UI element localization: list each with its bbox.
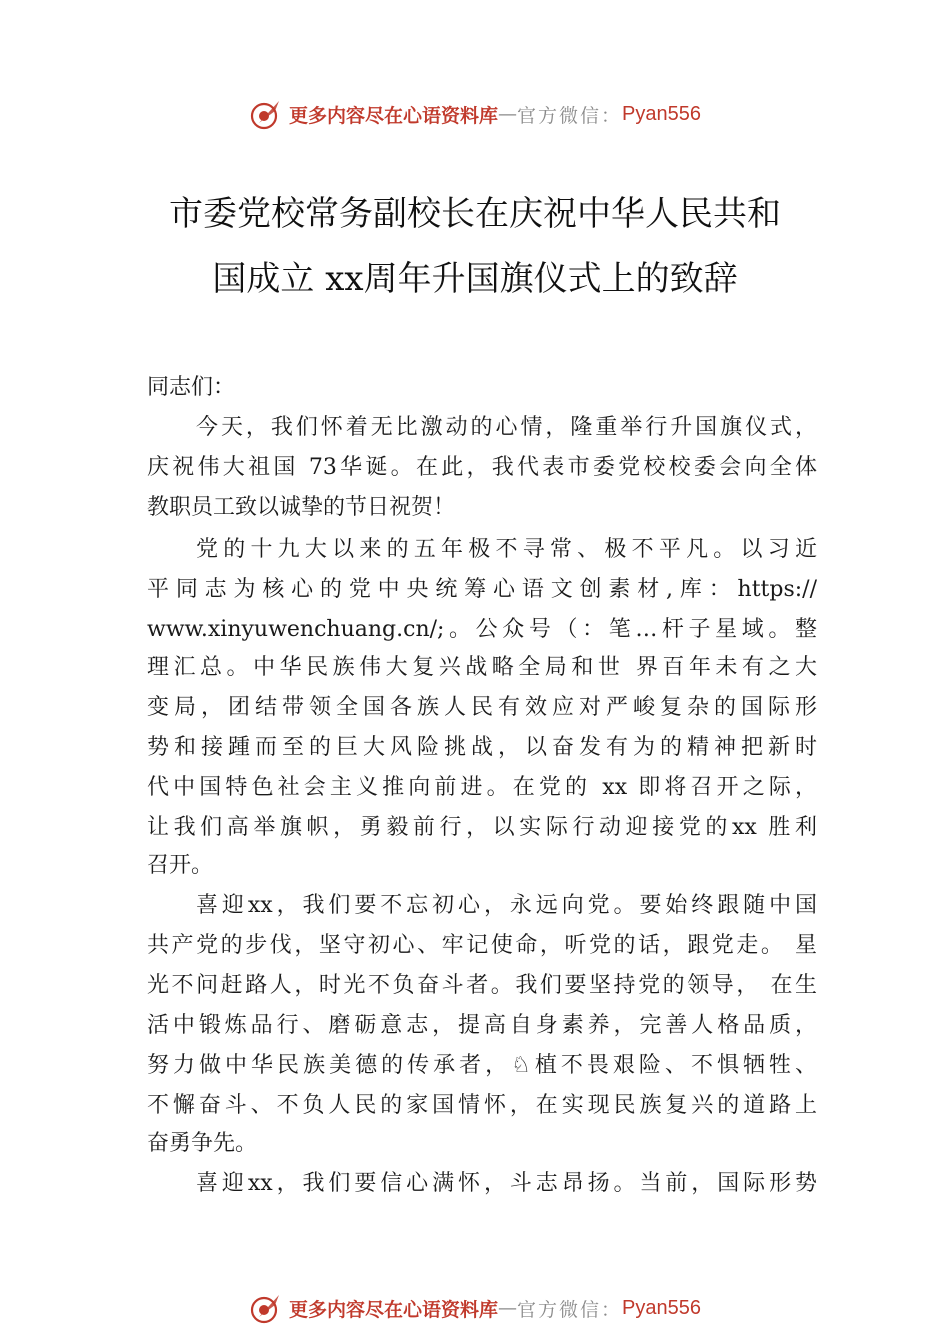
header-banner [0, 94, 950, 134]
body-line: 不懈奋斗、不负人民的家国情怀，在实现民族复兴的道路上 [147, 1093, 817, 1118]
wechat-id: Pyan556 [622, 102, 701, 125]
body-line: 庆祝伟大祖国 73华诞。在此，我代表市委党校校委会向全体 [147, 455, 817, 480]
salutation: 同志们： [147, 375, 236, 400]
wechat-label: 官方微信： [517, 104, 623, 127]
quill-logo-icon [249, 97, 283, 131]
brand-text: 更多内容尽在心语资料库 [289, 104, 499, 127]
body-line: 理汇总。中华民族伟大复兴战略全局和世 界百年未有之大 [147, 655, 817, 680]
brand-text: 更多内容尽在心语资料库 [289, 1298, 499, 1321]
body-line: 今天，我们怀着无比激动的心情，隆重举行升国旗仪式， [196, 415, 817, 440]
body-line: www.xinyuwenchuang.cn/;。公众号（：笔…杆子星域。整 [147, 617, 817, 642]
body-line: 召开。 [147, 853, 214, 878]
document-title-line-2: 国成立 xx周年升国旗仪式上的致辞 [212, 259, 738, 299]
body-line: 教职员工致以诚挚的节日祝贺！ [147, 495, 456, 520]
body-line: 奋勇争先。 [147, 1131, 258, 1156]
body-line: 平同志为核心的党中央统筹心语文创素材,库：https:// [147, 577, 817, 602]
body-line: 党的十九大以来的五年极不寻常、极不平凡。以习近 [196, 537, 817, 562]
body-line: 努力做中华民族美德的传承者，♘植不畏艰险、不惧牺牲、 [147, 1053, 817, 1078]
body-line: 势和接踵而至的巨大风险挑战，以奋发有为的精神把新时 [147, 735, 817, 760]
body-line: 喜迎xx，我们要信心满怀，斗志昂扬。当前，国际形势 [196, 1171, 817, 1196]
separator: — [498, 103, 518, 125]
body-line: 活中锻炼品行、磨砺意志，提高自身素养，完善人格品质， [147, 1013, 817, 1038]
body-line: 共产党的步伐，坚守初心、牢记使命，听党的话，跟党走。 星 [147, 933, 817, 958]
footer-banner [0, 1288, 950, 1328]
body-line: 让我们高举旗帜，勇毅前行，以实际行动迎接党的xx 胜利 [147, 815, 817, 840]
body-line: 喜迎xx，我们要不忘初心，永远向党。要始终跟随中国 [196, 893, 817, 918]
wechat-label: 官方微信： [517, 1298, 623, 1321]
body-line: 变局，团结带领全国各族人民有效应对严峻复杂的国际形 [147, 695, 817, 720]
body-line: 代中国特色社会主义推向前进。在党的 xx 即将召开之际， [147, 775, 817, 800]
wechat-id: Pyan556 [622, 1296, 701, 1319]
document-title-line-1: 市委党校常务副校长在庆祝中华人民共和 [169, 194, 781, 234]
quill-logo-icon [249, 1291, 283, 1325]
body-line: 光不问赶路人，时光不负奋斗者。我们要坚持党的领导， 在生 [147, 973, 817, 998]
separator: — [498, 1297, 518, 1319]
